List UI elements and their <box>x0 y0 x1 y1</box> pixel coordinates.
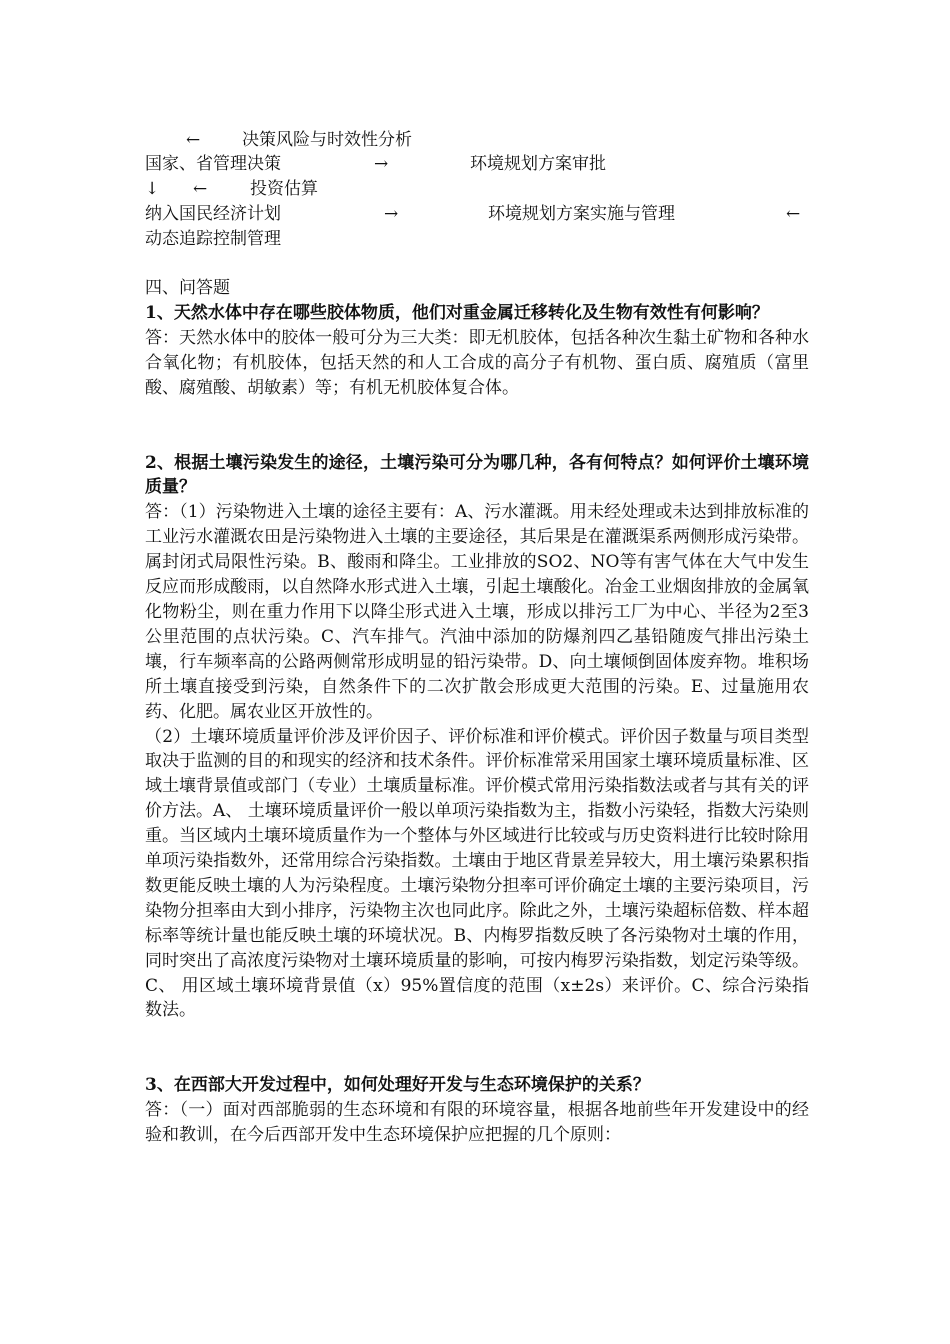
flow-text-plan-approval: 环境规划方案审批 <box>470 154 606 174</box>
question-2-title: 2、根据土壤污染发生的途径，土壤污染可分为哪几种，各有何特点？如何评价土壤环境质量？ <box>145 452 809 498</box>
flow-arrow-right: → <box>374 154 389 174</box>
question-2-answer-part-1: 答：（1）污染物进入土壤的途径主要有：A、污水灌溉。用未经处理或未达到排放标准的工业污水灌溉农田是污染物进入土壤的主要途径，其后果是在灌溉渠系两侧形成污染带。属封闭式局限性污染。B、酸雨和降尘。工业排放的SO2、NO等有害气体在大气中发生反应而形成酸雨，以自然降水形式进入土壤，引起土壤酸化。冶金工业烟囱排放的金属氧化物粉尘，则在重力作用下以降尘形式进入土壤，形成以排污工厂为中心、半径为2至3公里范围的点状污染。C、汽车排气。汽油中添加的防爆剂四乙基铅随废气排出污染土壤，行车频率高的公路两侧常形成明显的铅污染带。D、向土壤倾倒固体废弃物。堆积场所土壤直接受到污染，自然条件下的二次扩散会形成更大范围的污染。E、过量施用农药、化肥。属农业区开放性的。 <box>145 502 809 722</box>
flow-arrow-left: ← <box>193 179 208 199</box>
flow-text-dynamic-tracking: 动态追踪控制管理 <box>145 229 281 249</box>
flow-arrow-left: ← <box>186 130 201 150</box>
flow-text-state-decision: 国家、省管理决策 <box>145 154 281 174</box>
flow-arrow-down: ↓ <box>145 179 160 199</box>
spacer <box>145 401 809 451</box>
flow-text-investment-estimate: 投资估算 <box>250 179 318 199</box>
flow-text-risk-analysis: 决策风险与时效性分析 <box>242 130 412 150</box>
spacer <box>145 1023 809 1073</box>
section-title: 四、问答题 <box>145 278 230 298</box>
question-1-title: 1、天然水体中存在哪些胶体物质，他们对重金属迁移转化及生物有效性有何影响？ <box>145 302 769 323</box>
question-2-answer-part-2: （2）土壤环境质量评价涉及评价因子、评价标准和评价模式。评价因子数量与项目类型取决于监测的目的和现实的经济和技术条件。评价标准常采用国家土壤环境质量标准、区域土壤背景值或部门（专业）土壤质量标准。评价模式常用污染指数法或者与其有关的评价方法。A、 土壤环境质量评价一般以单项污染指数为主，指数小污染轻，指数大污染则重。当区域内土壤环境质量作为一个整体与外区域进行比较或与历史资料进行比较时除用单项污染指数外，还常用综合污染指数。土壤由于地区背景差异较大，用土壤污染累积指数更能反映土壤的人为污染程度。土壤污染物分担率可评价确定土壤的主要污染项目，污染物分担率由大到小排序，污染物主次也同此序。除此之外，土壤污染超标倍数、样本超标率等统计量也能反映土壤的环境状况。B、内梅罗指数反映了各污染物对土壤的作用，同时突出了高浓度污染物对土壤环境质量的影响，可按内梅罗污染指数，划定污染等级。C、 用区域土壤环境背景值（x）95%置信度的范围（x±2s）来评价。C、综合污染指数法。 <box>145 726 809 1021</box>
flow-text-plan-implementation: 环境规划方案实施与管理 <box>488 204 675 224</box>
question-3-answer: 答：（一）面对西部脆弱的生态环境和有限的环境容量，根据各地前些年开发建设中的经验和教训，在今后西部开发中生态环境保护应把握的几个原则： <box>145 1100 809 1146</box>
flow-text-national-plan: 纳入国民经济计划 <box>145 204 281 224</box>
question-3-title: 3、在西部大开发过程中，如何处理好开发与生态环境保护的关系？ <box>145 1075 650 1096</box>
qa-section <box>145 276 809 1148</box>
flow-arrow-left: ← <box>786 204 801 224</box>
flow-arrow-right: → <box>384 204 399 224</box>
question-1-answer: 答：天然水体中的胶体一般可分为三大类：即无机胶体，包括各种次生黏土矿物和各种水合氧化物；有机胶体，包括天然的和人工合成的高分子有机物、蛋白质、腐殖质（富里酸、腐殖酸、胡敏素）等；有机无机胶体复合体。 <box>145 327 809 398</box>
